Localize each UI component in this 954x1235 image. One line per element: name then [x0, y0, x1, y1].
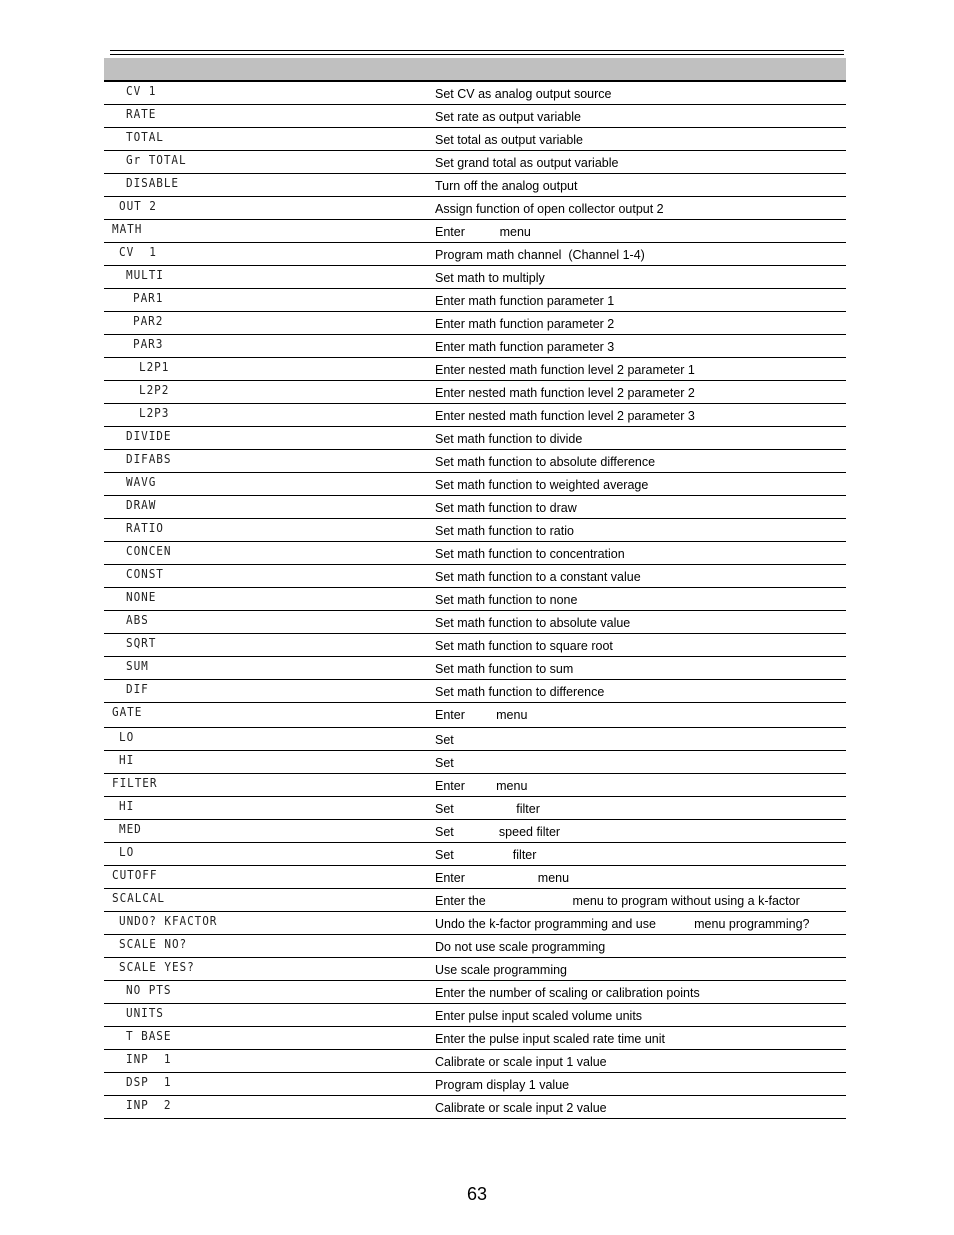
menu-table: [104, 82, 846, 1119]
table-row: [104, 1004, 846, 1027]
row-description: Program display 1 value: [435, 1078, 570, 1092]
table-row: [104, 427, 846, 450]
row-description: Set filter: [435, 848, 537, 862]
row-description: Enter the number of scaling or calibration points: [435, 986, 700, 1000]
display-mnemonic: SUM: [126, 659, 149, 673]
display-mnemonic: DIVIDE: [126, 429, 172, 443]
display-mnemonic: WAVG: [126, 475, 157, 489]
table-row: [104, 634, 846, 657]
display-mnemonic: L2P3: [139, 406, 170, 420]
table-row: [104, 843, 846, 866]
table-row: [104, 404, 846, 427]
table-row: [104, 820, 846, 843]
row-description: Set rate as output variable: [435, 110, 581, 124]
display-mnemonic: SCALE YES?: [119, 960, 195, 974]
row-description: Enter the menu to program without using a k-factor: [435, 894, 800, 908]
display-mnemonic: HI: [119, 753, 135, 767]
display-mnemonic: T BASE: [126, 1029, 172, 1043]
table-row: [104, 680, 846, 703]
table-row: [104, 358, 846, 381]
table-row: [104, 542, 846, 565]
table-row: [104, 266, 846, 289]
row-description: Set math function to ratio: [435, 524, 574, 538]
row-description: Enter menu: [435, 779, 528, 793]
row-description: Set: [435, 733, 454, 747]
table-row: [104, 797, 846, 820]
row-description: Enter menu: [435, 708, 528, 722]
display-mnemonic: ABS: [126, 613, 149, 627]
row-description: Set grand total as output variable: [435, 156, 619, 170]
row-description: Do not use scale programming: [435, 940, 606, 954]
table-row: [104, 174, 846, 197]
table-row: [104, 703, 846, 728]
display-mnemonic: NONE: [126, 590, 157, 604]
display-mnemonic: DISABLE: [126, 176, 179, 190]
table-row: [104, 473, 846, 496]
row-description: Set math function to none: [435, 593, 578, 607]
display-mnemonic: SCALCAL: [112, 891, 165, 905]
display-mnemonic: MULTI: [126, 268, 164, 282]
row-description: Enter the pulse input scaled rate time unit: [435, 1032, 665, 1046]
table-row: [104, 912, 846, 935]
display-mnemonic: LO: [119, 845, 135, 859]
display-mnemonic: DSP 1: [126, 1075, 172, 1089]
display-mnemonic: SCALE NO?: [119, 937, 188, 951]
row-description: Program math channel (Channel 1-4): [435, 248, 645, 262]
table-row: [104, 611, 846, 634]
row-description: Set math function to draw: [435, 501, 577, 515]
display-mnemonic: CUTOFF: [112, 868, 158, 882]
row-description: Enter pulse input scaled volume units: [435, 1009, 643, 1023]
table-row: [104, 519, 846, 542]
display-mnemonic: UNDO? KFACTOR: [119, 914, 218, 928]
table-row: [104, 565, 846, 588]
top-rule: [110, 50, 844, 51]
display-mnemonic: MED: [119, 822, 142, 836]
row-description: Enter math function parameter 3: [435, 340, 615, 354]
display-mnemonic: RATE: [126, 107, 157, 121]
row-description: Use scale programming: [435, 963, 567, 977]
display-mnemonic: Gr TOTAL: [126, 153, 187, 167]
table-row: [104, 728, 846, 751]
table-row: [104, 220, 846, 243]
row-description: Set: [435, 756, 454, 770]
row-description: Set speed filter: [435, 825, 561, 839]
table-row: [104, 151, 846, 174]
row-description: Set math function to concentration: [435, 547, 625, 561]
row-description: Calibrate or scale input 1 value: [435, 1055, 607, 1069]
display-mnemonic: RATIO: [126, 521, 164, 535]
display-mnemonic: NO PTS: [126, 983, 172, 997]
display-mnemonic: L2P2: [139, 383, 170, 397]
row-description: Enter menu: [435, 871, 570, 885]
table-row: [104, 588, 846, 611]
row-description: Enter nested math function level 2 parameter 1: [435, 363, 695, 377]
display-mnemonic: CONST: [126, 567, 164, 581]
row-description: Set math function to difference: [435, 685, 605, 699]
table-row: [104, 82, 846, 105]
display-mnemonic: UNITS: [126, 1006, 164, 1020]
table-header-bar: [104, 58, 846, 82]
top-rule-second: [110, 54, 844, 55]
display-mnemonic: SQRT: [126, 636, 157, 650]
table-row: [104, 889, 846, 912]
display-mnemonic: GATE: [112, 705, 143, 719]
row-description: Undo the k-factor programming and use menu programming?: [435, 917, 810, 931]
row-description: Enter nested math function level 2 parameter 2: [435, 386, 695, 400]
row-description: Enter math function parameter 1: [435, 294, 615, 308]
table-row: [104, 1096, 846, 1119]
table-row: [104, 105, 846, 128]
table-row: [104, 774, 846, 797]
display-mnemonic: PAR1: [133, 291, 164, 305]
row-description: Assign function of open collector output 2: [435, 202, 664, 216]
table-row: [104, 1050, 846, 1073]
display-mnemonic: CV 1: [119, 245, 157, 259]
row-description: Set math to multiply: [435, 271, 545, 285]
display-mnemonic: HI: [119, 799, 135, 813]
table-row: [104, 243, 846, 266]
table-row: [104, 657, 846, 680]
display-mnemonic: DIF: [126, 682, 149, 696]
row-description: Set math function to absolute value: [435, 616, 631, 630]
page-number: 63: [466, 1184, 488, 1204]
table-row: [104, 1027, 846, 1050]
row-description: Set math function to square root: [435, 639, 613, 653]
table-row: [104, 958, 846, 981]
table-row: [104, 450, 846, 473]
row-description: Set CV as analog output source: [435, 87, 612, 101]
display-mnemonic: DRAW: [126, 498, 157, 512]
table-row: [104, 381, 846, 404]
row-description: Set math function to a constant value: [435, 570, 641, 584]
display-mnemonic: L2P1: [139, 360, 170, 374]
display-mnemonic: CONCEN: [126, 544, 172, 558]
row-description: Calibrate or scale input 2 value: [435, 1101, 607, 1115]
row-description: Enter menu: [435, 225, 531, 239]
table-row: [104, 981, 846, 1004]
display-mnemonic: CV 1: [126, 84, 157, 98]
display-mnemonic: LO: [119, 730, 135, 744]
table-row: [104, 335, 846, 358]
table-row: [104, 935, 846, 958]
display-mnemonic: FILTER: [112, 776, 158, 790]
table-row: [104, 1073, 846, 1096]
display-mnemonic: INP 1: [126, 1052, 172, 1066]
row-description: Set math function to weighted average: [435, 478, 649, 492]
row-description: Turn off the analog output: [435, 179, 578, 193]
row-description: Set math function to divide: [435, 432, 583, 446]
row-description: Set total as output variable: [435, 133, 584, 147]
row-description: Set filter: [435, 802, 540, 816]
table-row: [104, 128, 846, 151]
row-description: Set math function to absolute difference: [435, 455, 656, 469]
row-description: Enter math function parameter 2: [435, 317, 615, 331]
display-mnemonic: MATH: [112, 222, 143, 236]
table-row: [104, 289, 846, 312]
table-row: [104, 197, 846, 220]
row-description: Set math function to sum: [435, 662, 574, 676]
display-mnemonic: DIFABS: [126, 452, 172, 466]
display-mnemonic: PAR2: [133, 314, 164, 328]
display-mnemonic: INP 2: [126, 1098, 172, 1112]
row-description: Enter nested math function level 2 parameter 3: [435, 409, 695, 423]
table-row: [104, 866, 846, 889]
table-row: [104, 751, 846, 774]
table-row: [104, 496, 846, 519]
table-row: [104, 312, 846, 335]
display-mnemonic: OUT 2: [119, 199, 157, 213]
display-mnemonic: PAR3: [133, 337, 164, 351]
display-mnemonic: TOTAL: [126, 130, 164, 144]
